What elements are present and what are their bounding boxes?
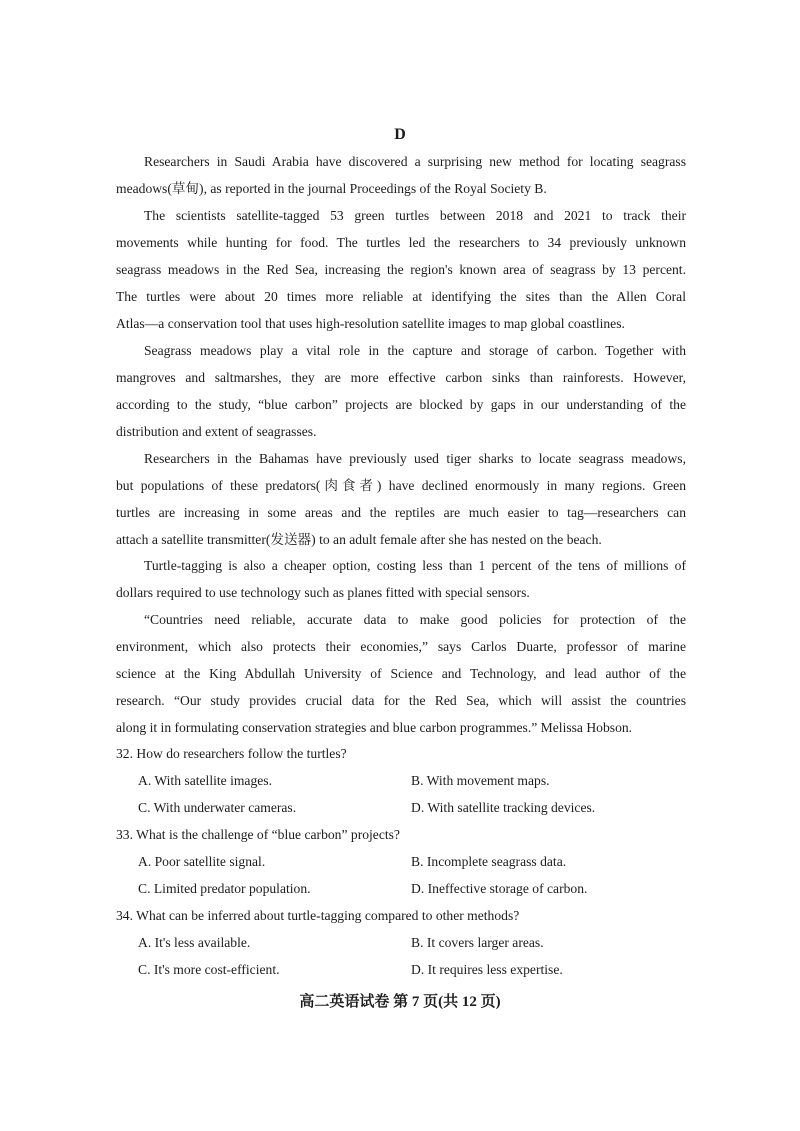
text-line: according to the study, “blue carbon” projects are blocked by gaps in our understanding of the <box>116 397 686 412</box>
text-line: The turtles were about 20 times more reliable at identifying the sites than the Allen Coral <box>116 289 686 304</box>
option-d[interactable]: D. It requires less expertise. <box>411 962 563 977</box>
page-footer: 高二英语试卷 第 7 页(共 12 页) <box>299 994 501 1010</box>
text-line: Researchers in the Bahamas have previously used tiger sharks to locate seagrass meadows, <box>144 451 686 466</box>
option-a[interactable]: A. With satellite images. <box>138 773 272 788</box>
text-line: along it in formulating conservation strategies and blue carbon programmes.” Melissa Hobson. <box>116 720 633 735</box>
question-stem: 32. How do researchers follow the turtles? <box>116 746 347 761</box>
section-title: D <box>394 126 406 143</box>
text-line: seagrass meadows in the Red Sea, increasing the region's known area of seagrass by 13 percent. <box>116 262 686 277</box>
option-c[interactable]: C. With underwater cameras. <box>138 800 297 815</box>
option-c[interactable]: C. It's more cost-efficient. <box>138 962 280 977</box>
text-line: Researchers in Saudi Arabia have discovered a surprising new method for locating seagrass <box>144 154 686 169</box>
text-line: science at the King Abdullah University of Science and Technology, and lead author of the <box>116 666 686 681</box>
text-line: The scientists satellite-tagged 53 green turtles between 2018 and 2021 to track their <box>144 208 686 223</box>
text-line: Turtle-tagging is also a cheaper option, costing less than 1 percent of the tens of millions of <box>144 558 686 573</box>
text-line: dollars required to use technology such as planes fitted with special sensors. <box>116 585 530 600</box>
text-line: attach a satellite transmitter(发送器) to an adult female after she has nested on the beach. <box>116 532 602 547</box>
text-line: environment, which also protects their economies,” says Carlos Duarte, professor of marine <box>116 639 686 654</box>
question-stem: 33. What is the challenge of “blue carbon” projects? <box>116 827 400 842</box>
text-line: distribution and extent of seagrasses. <box>116 424 317 439</box>
option-b[interactable]: B. With movement maps. <box>411 773 550 788</box>
option-b[interactable]: B. It covers larger areas. <box>411 935 544 950</box>
text-line: but populations of these predators(肉食者) have declined enormously in many regions. Green <box>116 478 686 493</box>
text-line: Atlas—a conservation tool that uses high-resolution satellite images to map global coastlines. <box>116 316 625 331</box>
option-c[interactable]: C. Limited predator population. <box>138 881 311 896</box>
text-line: turtles are increasing in some areas and the reptiles are much easier to tag—researchers can <box>116 505 686 520</box>
option-a[interactable]: A. Poor satellite signal. <box>138 854 266 869</box>
option-b[interactable]: B. Incomplete seagrass data. <box>411 854 567 869</box>
text-line: Seagrass meadows play a vital role in the capture and storage of carbon. Together with <box>144 343 686 358</box>
option-d[interactable]: D. With satellite tracking devices. <box>411 800 596 815</box>
option-a[interactable]: A. It's less available. <box>138 935 251 950</box>
question-stem: 34. What can be inferred about turtle-tagging compared to other methods? <box>116 908 520 923</box>
text-line: movements while hunting for food. The turtles led the researchers to 34 previously unknown <box>116 235 686 250</box>
text-line: mangroves and saltmarshes, they are more effective carbon sinks than rainforests. However, <box>116 370 686 385</box>
text-line: research. “Our study provides crucial data for the Red Sea, which will assist the countries <box>116 693 686 708</box>
text-line: meadows(草甸), as reported in the journal Proceedings of the Royal Society B. <box>116 181 547 196</box>
text-line: “Countries need reliable, accurate data to make good policies for protection of the <box>144 612 686 627</box>
option-d[interactable]: D. Ineffective storage of carbon. <box>411 881 588 896</box>
